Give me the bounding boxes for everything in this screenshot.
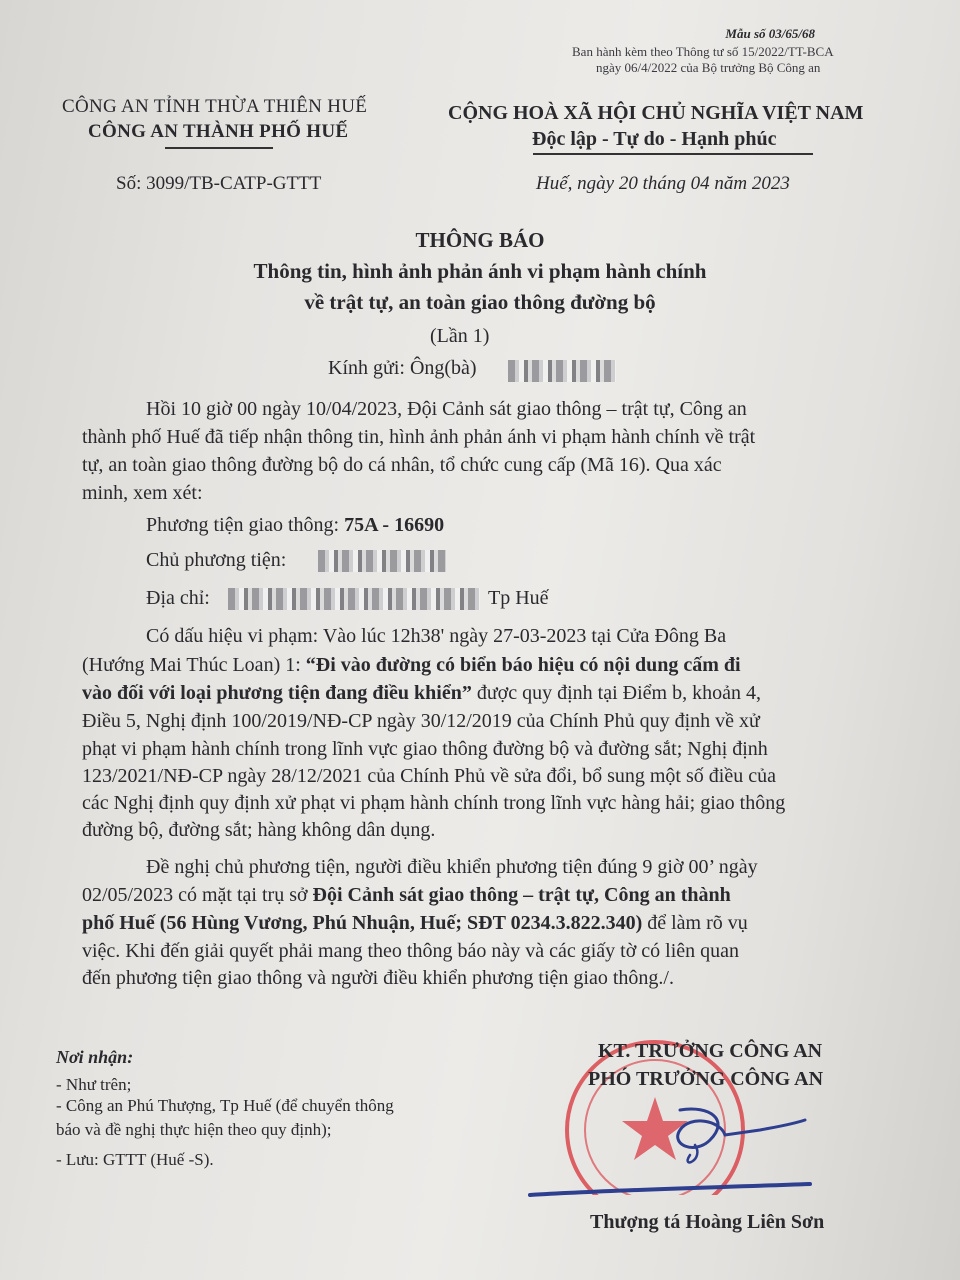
intro-line: Hồi 10 giờ 00 ngày 10/04/2023, Đội Cảnh sát giao thông – trật tự, Công an — [146, 398, 747, 420]
form-issued-line: ngày 06/4/2022 của Bộ trưởng Bộ Công an — [596, 60, 821, 75]
motto-underline — [533, 153, 813, 155]
request-line: Đề nghị chủ phương tiện, người điều khiển phương tiện đúng 9 giờ 00’ ngày — [146, 856, 758, 878]
form-issued-line: Ban hành kèm theo Thông tư số 15/2022/TT-BCA — [572, 44, 834, 59]
motto: Độc lập - Tự do - Hạnh phúc — [532, 128, 777, 150]
recipient-item: báo và đề nghị thực hiện theo quy định); — [56, 1120, 332, 1139]
agency-name: CÔNG AN THÀNH PHỐ HUẾ — [88, 121, 349, 142]
violation-quote: “Đi vào đường có biển báo hiệu có nội dung cấm đi — [305, 654, 741, 676]
recipient-item: - Như trên; — [56, 1075, 132, 1094]
violation-line: các Nghị định quy định xử phạt vi phạm hành chính trong lĩnh vực hàng hải; giao thông — [82, 792, 786, 814]
request-line: đến phương tiện giao thông và người điều khiển phương tiện giao thông./. — [82, 967, 674, 989]
recipients-title: Nơi nhận: — [56, 1047, 134, 1067]
request-office: phố Huế (56 Hùng Vương, Phú Nhuận, Huế; SĐT 0234.3.822.340) — [82, 912, 643, 934]
request-text: 02/05/2023 có mặt tại trụ sở — [82, 884, 313, 906]
document-subtitle: Thông tin, hình ảnh phản ánh vi phạm hành chính — [253, 259, 707, 283]
signer-name: Thượng tá Hoàng Liên Sơn — [590, 1211, 825, 1233]
address-city: Tp Huế — [488, 587, 549, 609]
violation-line — [82, 679, 761, 707]
redacted-owner — [318, 550, 446, 572]
form-number: Mẫu số 03/65/68 — [725, 26, 815, 41]
document-number: Số: 3099/TB-CATP-GTTT — [116, 173, 322, 194]
violation-line — [82, 651, 741, 679]
agency-parent: CÔNG AN TỈNH THỪA THIÊN HUẾ — [62, 96, 368, 117]
signature-title: KT. TRƯỞNG CÔNG AN — [598, 1040, 823, 1062]
violation-quote: vào đối với loại phương tiện đang điều khiển” — [82, 682, 472, 704]
vehicle-plate: 75A - 16690 — [344, 514, 445, 536]
violation-line: phạt vi phạm hành chính trong lĩnh vực giao thông đường bộ và đường sắt; Nghị định — [82, 738, 768, 760]
intro-line: minh, xem xét: — [82, 482, 203, 504]
vehicle-row — [146, 511, 444, 539]
occurrence-label: (Lần 1) — [430, 325, 490, 347]
handwritten-signature — [520, 1100, 820, 1210]
vehicle-label: Phương tiện giao thông: — [146, 514, 340, 536]
recipient-item: - Công an Phú Thượng, Tp Huế (để chuyển thông — [56, 1096, 394, 1115]
violation-line: đường bộ, đường sắt; hàng không dân dụng. — [82, 819, 436, 841]
recipient-item: - Lưu: GTTT (Huế -S). — [56, 1150, 214, 1169]
violation-location: (Hướng Mai Thúc Loan) 1: — [82, 654, 306, 676]
recipient-label: Kính gửi: Ông(bà) — [328, 357, 477, 379]
violation-regulation: được quy định tại Điểm b, khoản 4, — [471, 682, 761, 704]
violation-line: Có dấu hiệu vi phạm: Vào lúc 12h38' ngày 27-03-2023 tại Cửa Đông Ba — [146, 625, 727, 647]
request-line — [82, 909, 748, 937]
document-subtitle: về trật tự, an toàn giao thông đường bộ — [304, 290, 656, 314]
agency-underline — [165, 147, 273, 149]
redacted-recipient — [508, 360, 616, 382]
owner-label: Chủ phương tiện: — [146, 549, 287, 571]
request-text: để làm rõ vụ — [642, 912, 748, 934]
address-label: Địa chỉ: — [146, 587, 210, 609]
request-line — [82, 881, 731, 909]
nation-name: CỘNG HOÀ XÃ HỘI CHỦ NGHĨA VIỆT NAM — [448, 102, 864, 124]
intro-line: tự, an toàn giao thông đường bộ do cá nhân, tổ chức cung cấp (Mã 16). Qua xác — [82, 454, 722, 476]
violation-line: Điều 5, Nghị định 100/2019/NĐ-CP ngày 30/12/2019 của Chính Phủ quy định về xử — [82, 710, 760, 732]
violation-line: 123/2021/NĐ-CP ngày 28/12/2021 của Chính Phủ về sửa đổi, bổ sung một số điều của — [82, 765, 776, 787]
place-date: Huế, ngày 20 tháng 04 năm 2023 — [536, 173, 790, 194]
request-office: Đội Cảnh sát giao thông – trật tự, Công an thành — [312, 884, 731, 906]
signature-title: PHÓ TRƯỞNG CÔNG AN — [588, 1068, 824, 1090]
request-line: việc. Khi đến giải quyết phải mang theo thông báo này và các giấy tờ có liên quan — [82, 940, 740, 962]
document-title: THÔNG BÁO — [415, 228, 545, 252]
intro-line: thành phố Huế đã tiếp nhận thông tin, hình ảnh phản ánh vi phạm hành chính về trật — [82, 426, 756, 448]
redacted-address — [228, 588, 480, 610]
